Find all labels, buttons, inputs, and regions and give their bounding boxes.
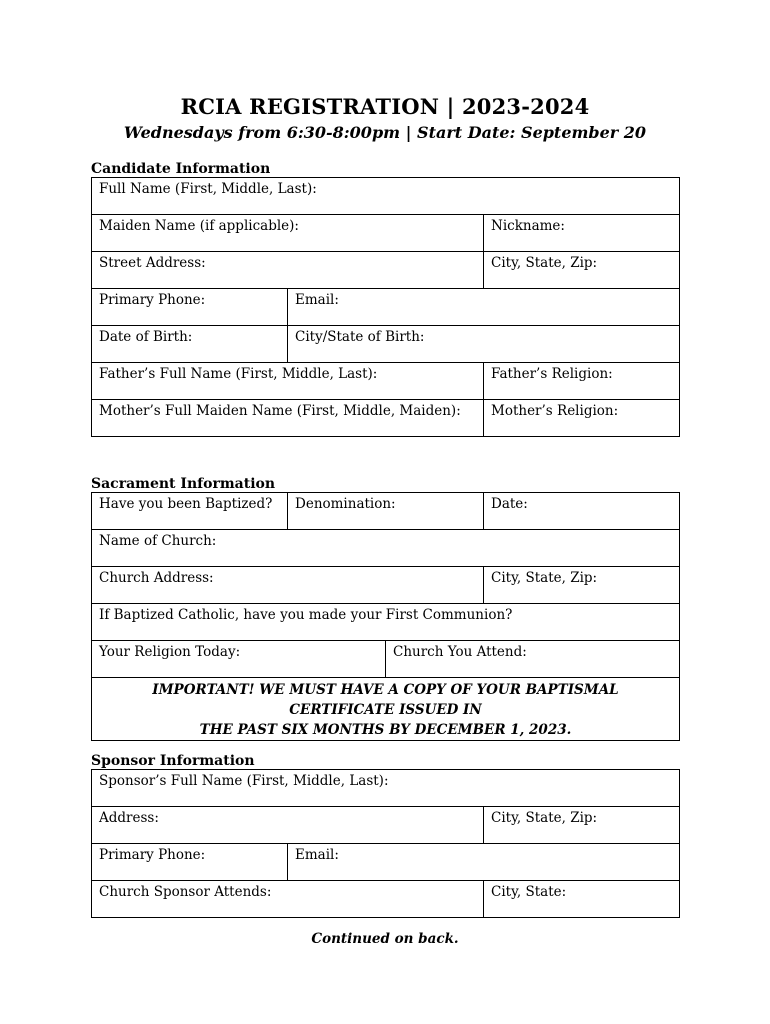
candidate-city-state-birth-label: City/State of Birth: (295, 329, 425, 345)
candidate-maiden-name-field[interactable] (92, 215, 484, 252)
candidate-full-name-field[interactable] (92, 178, 680, 215)
religion-today-label: Your Religion Today: (99, 644, 241, 660)
church-attend-label: Church You Attend: (393, 644, 527, 660)
sponsor-city-state-field[interactable] (484, 881, 680, 918)
denomination-label: Denomination: (295, 496, 396, 512)
candidate-city-state-zip-field[interactable] (484, 252, 680, 289)
sponsor-primary-phone-field[interactable] (92, 844, 288, 881)
church-name-label: Name of Church: (99, 533, 217, 549)
candidate-info-table (91, 177, 680, 437)
church-name-field[interactable] (92, 530, 680, 567)
baptism-date-field[interactable] (484, 493, 680, 530)
sponsor-section-heading: Sponsor Information (91, 753, 255, 769)
sponsor-address-field[interactable] (92, 807, 484, 844)
candidate-full-name-label: Full Name (First, Middle, Last): (99, 181, 317, 197)
page-subtitle: Wednesdays from 6:30-8:00pm | Start Date: September 20 (123, 123, 647, 142)
sponsor-email-label: Email: (295, 847, 339, 863)
mother-religion-label: Mother’s Religion: (491, 403, 619, 419)
candidate-city-state-birth-field[interactable] (288, 326, 680, 363)
sponsor-church-field[interactable] (92, 881, 484, 918)
page-title: RCIA REGISTRATION | 2023-2024 (180, 94, 590, 119)
sponsor-church-label: Church Sponsor Attends: (99, 884, 272, 900)
father-name-label: Father’s Full Name (First, Middle, Last): (99, 366, 378, 382)
sponsor-info-table (91, 769, 680, 918)
sponsor-email-field[interactable] (288, 844, 680, 881)
father-religion-label: Father’s Religion: (491, 366, 613, 382)
mother-name-label: Mother’s Full Maiden Name (First, Middle, Maiden): (99, 403, 461, 419)
sponsor-address-label: Address: (99, 810, 159, 826)
candidate-city-state-zip-label: City, State, Zip: (491, 255, 598, 271)
baptized-field[interactable] (92, 493, 288, 530)
religion-today-field[interactable] (92, 641, 386, 678)
candidate-street-address-field[interactable] (92, 252, 484, 289)
mother-religion-field[interactable] (484, 400, 680, 437)
sponsor-city-state-label: City, State: (491, 884, 567, 900)
father-name-field[interactable] (92, 363, 484, 400)
baptismal-certificate-notice (92, 678, 680, 741)
sponsor-full-name-field[interactable] (92, 770, 680, 807)
continued-on-back-note: Continued on back. (311, 931, 459, 947)
notice-line-2: THE PAST SIX MONTHS BY DECEMBER 1, 2023. (199, 722, 572, 738)
first-communion-label: If Baptized Catholic, have you made your First Communion? (99, 607, 513, 623)
first-communion-field[interactable] (92, 604, 680, 641)
candidate-date-of-birth-label: Date of Birth: (99, 329, 193, 345)
sponsor-primary-phone-label: Primary Phone: (99, 847, 206, 863)
candidate-maiden-name-label: Maiden Name (if applicable): (99, 218, 299, 234)
sponsor-full-name-label: Sponsor’s Full Name (First, Middle, Last): (99, 773, 389, 789)
father-religion-field[interactable] (484, 363, 680, 400)
sacrament-section-heading: Sacrament Information (91, 476, 276, 492)
candidate-date-of-birth-field[interactable] (92, 326, 288, 363)
church-city-state-zip-field[interactable] (484, 567, 680, 604)
mother-name-field[interactable] (92, 400, 484, 437)
candidate-street-address-label: Street Address: (99, 255, 206, 271)
church-address-label: Church Address: (99, 570, 214, 586)
sponsor-city-state-zip-label: City, State, Zip: (491, 810, 598, 826)
baptized-label: Have you been Baptized? (99, 496, 273, 512)
candidate-primary-phone-field[interactable] (92, 289, 288, 326)
baptism-date-label: Date: (491, 496, 528, 512)
sacrament-info-table (91, 492, 680, 741)
denomination-field[interactable] (288, 493, 484, 530)
church-attend-field[interactable] (386, 641, 680, 678)
church-city-state-zip-label: City, State, Zip: (491, 570, 598, 586)
candidate-nickname-label: Nickname: (491, 218, 565, 234)
candidate-primary-phone-label: Primary Phone: (99, 292, 206, 308)
sponsor-city-state-zip-field[interactable] (484, 807, 680, 844)
candidate-nickname-field[interactable] (484, 215, 680, 252)
church-address-field[interactable] (92, 567, 484, 604)
notice-line-1: IMPORTANT! WE MUST HAVE A COPY OF YOUR BAPTISMAL CERTIFICATE ISSUED IN (152, 682, 619, 718)
candidate-email-field[interactable] (288, 289, 680, 326)
candidate-section-heading: Candidate Information (91, 161, 271, 177)
candidate-email-label: Email: (295, 292, 339, 308)
